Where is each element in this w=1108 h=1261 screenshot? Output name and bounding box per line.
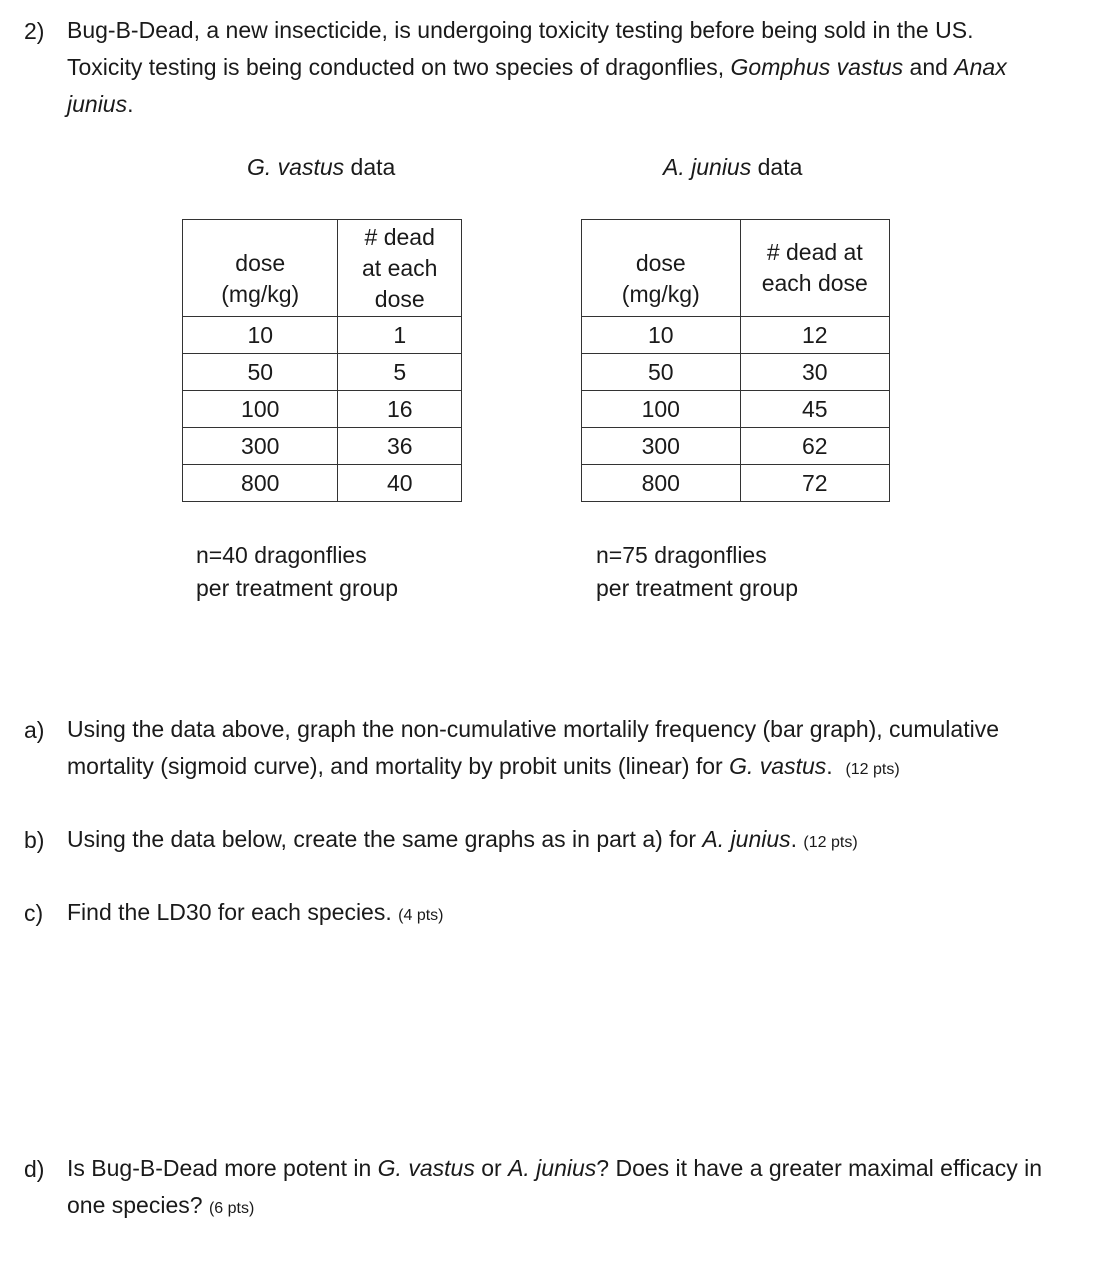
species-2-name-part2: junius (67, 91, 128, 117)
intro-line-3: junius. (67, 91, 134, 117)
part-c-label: c) (24, 900, 44, 926)
species-2-name-part1: Anax (954, 54, 1007, 80)
gv-header-dose: dose (mg/kg) (183, 220, 338, 317)
gv-sample-size: n=40 dragonflies per treatment group (196, 542, 399, 601)
gv-header-dead: # dead at each dose (338, 220, 462, 317)
part-b-text: Using the data below, create the same graphs as in part a) for A. junius. (12 pts) (67, 826, 858, 852)
part-b-points: (12 pts) (803, 834, 858, 851)
intro-line-2: Toxicity testing is being conducted on two species of dragonflies, Gomphus vastus and Anax (67, 54, 1007, 80)
gv-data-table (182, 219, 462, 502)
question-number: 2) (24, 18, 45, 44)
part-a-points: (12 pts) (845, 761, 900, 778)
question-intro (67, 12, 1087, 123)
part-d-label: d) (24, 1156, 45, 1182)
species-1-name: Gomphus vastus (730, 54, 904, 80)
table-row: 100 16 (183, 391, 462, 428)
aj-table-caption: A. junius data (663, 154, 803, 180)
part-d-points: (6 pts) (208, 1200, 255, 1217)
part-c-text: Find the LD30 for each species. (4 pts) (67, 899, 444, 925)
part-a-text: Using the data above, graph the non-cumulative mortalily frequency (bar graph), cumulative mortality (sigmoid curve), and mortality by probit units (linear) for G. vastus. (12 pts) (67, 716, 999, 779)
intro-line-1: Bug-B-Dead, a new insecticide, is undergoing toxicity testing before being sold in the US. (67, 17, 974, 43)
aj-header-dose: dose (mg/kg) (582, 220, 741, 317)
gv-header-row (183, 220, 462, 317)
gv-table-caption: G. vastus data (247, 154, 396, 180)
part-b-label: b) (24, 827, 45, 853)
table-row: 10 1 (183, 317, 462, 354)
aj-header-row (582, 220, 890, 317)
part-c-points: (4 pts) (398, 907, 444, 924)
table-row: 300 36 (183, 428, 462, 465)
table-row: 800 40 (183, 465, 462, 502)
table-row: 800 72 (582, 465, 890, 502)
aj-data-table (581, 219, 890, 502)
aj-header-dead: # dead at each dose (740, 220, 889, 317)
table-row: 10 12 (582, 317, 890, 354)
part-d-text: Is Bug-B-Dead more potent in G. vastus or A. junius? Does it have a greater maximal efficacy in one species? (6 pts) (67, 1155, 1043, 1218)
table-row: 300 62 (582, 428, 890, 465)
table-row: 50 5 (183, 354, 462, 391)
table-row: 50 30 (582, 354, 890, 391)
aj-sample-size: n=75 dragonflies per treatment group (596, 542, 799, 601)
table-row: 100 45 (582, 391, 890, 428)
part-a-label: a) (24, 717, 45, 743)
